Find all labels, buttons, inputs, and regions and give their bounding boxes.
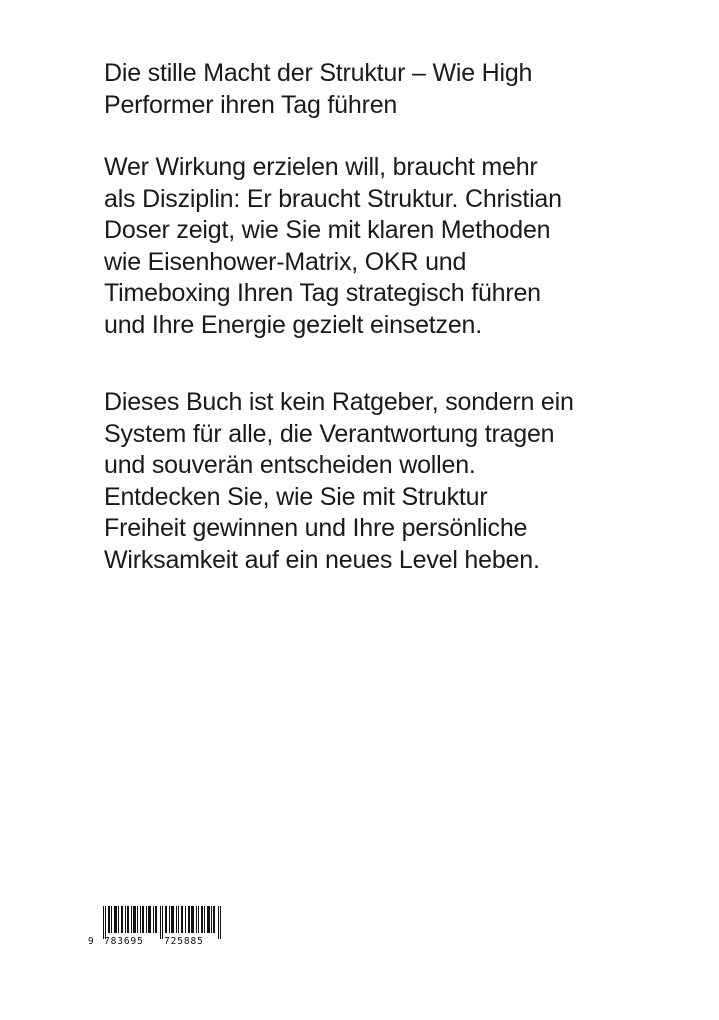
title-line: Performer ihren Tag führen <box>104 90 398 119</box>
description-paragraph-2 <box>104 387 644 576</box>
isbn-right-group: 725885 <box>164 936 204 947</box>
isbn-left-group: 783695 <box>104 936 144 947</box>
isbn-barcode <box>88 906 228 956</box>
paragraph-line: und Ihre Energie gezielt einsetzen. <box>104 310 482 339</box>
paragraph-line: Entdecken Sie, wie Sie mit Struktur <box>104 482 488 511</box>
paragraph-line: wie Eisenhower-Matrix, OKR und <box>104 247 467 276</box>
paragraph-line: Freiheit gewinnen und Ihre persönliche <box>104 514 528 542</box>
title-line: Die stille Macht der Struktur – Wie High <box>104 59 533 87</box>
book-title <box>104 58 644 121</box>
paragraph-line: Dieses Buch ist kein Ratgeber, sondern ein <box>104 388 574 416</box>
paragraph-line: als Disziplin: Er braucht Struktur. Christian <box>104 184 562 213</box>
isbn-digits <box>88 936 228 950</box>
paragraph-line: Timeboxing Ihren Tag strategisch führen <box>104 279 541 307</box>
description-paragraph-1 <box>104 152 644 341</box>
isbn-first-digit: 9 <box>88 936 94 947</box>
barcode-bars <box>102 906 226 940</box>
paragraph-line: System für alle, die Verantwortung tragen <box>104 419 555 448</box>
paragraph-line: Wer Wirkung erzielen will, braucht mehr <box>104 153 538 181</box>
paragraph-line: Doser zeigt, wie Sie mit klaren Methoden <box>104 216 551 244</box>
paragraph-line: und souverän entscheiden wollen. <box>104 451 476 479</box>
paragraph-line: Wirksamkeit auf ein neues Level heben. <box>104 545 540 574</box>
